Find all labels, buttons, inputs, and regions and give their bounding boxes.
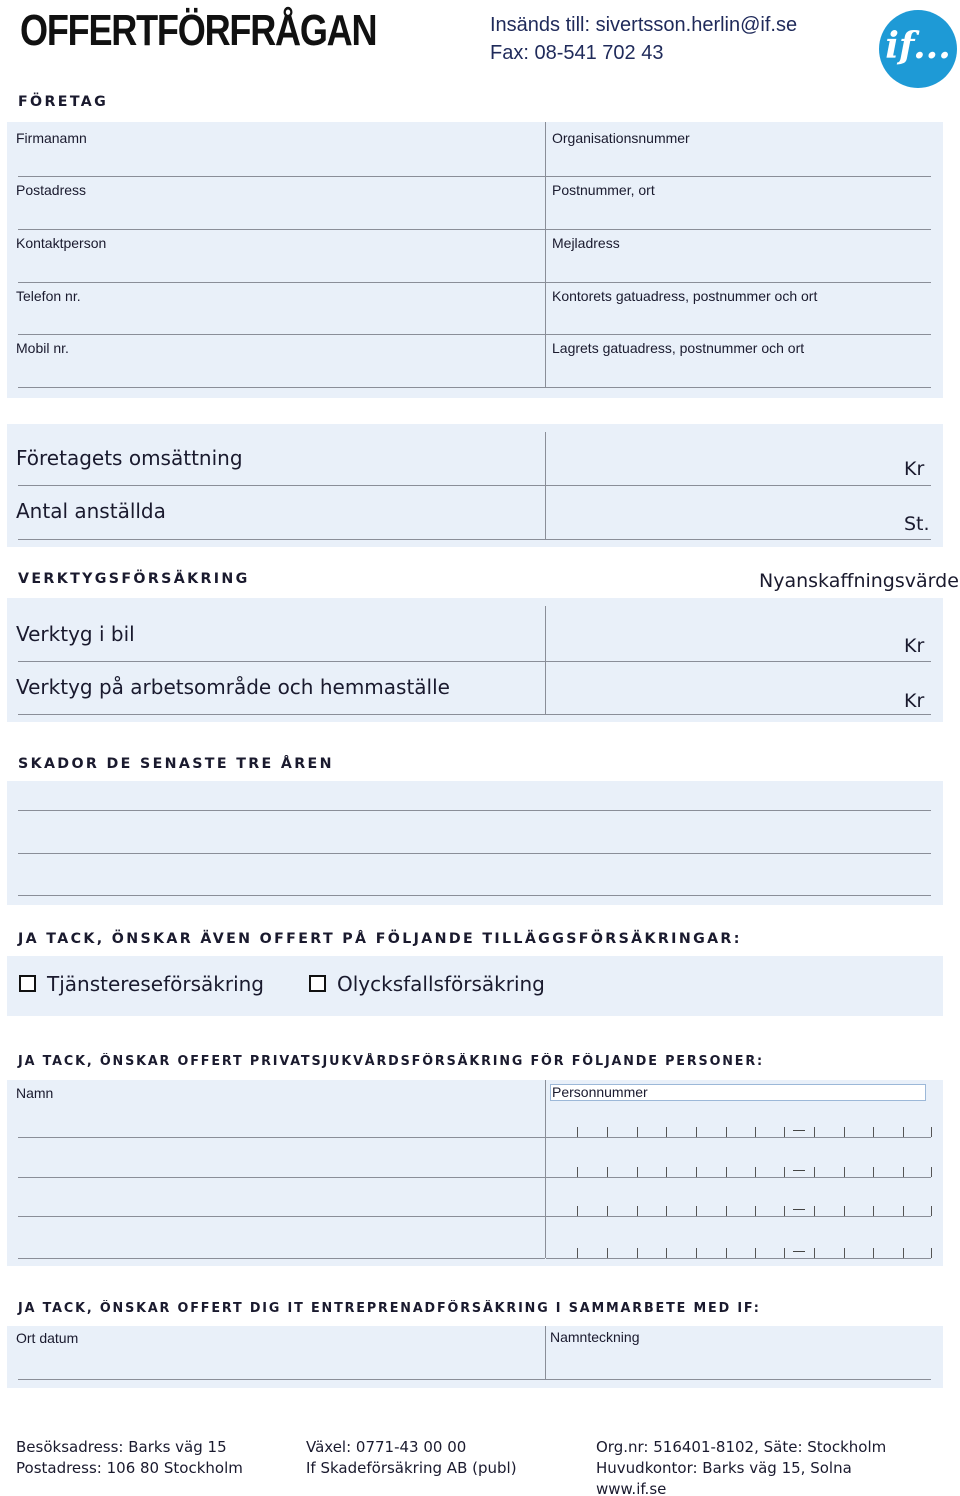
personnummer-digit-tick <box>577 1206 578 1216</box>
person-name-line[interactable] <box>18 1177 545 1178</box>
personnummer-separator-dash <box>793 1209 805 1210</box>
if-logo: if... <box>879 10 957 88</box>
personnummer-digit-tick <box>607 1206 608 1216</box>
switchboard-phone: Växel: 0771-43 00 00 <box>306 1438 467 1456</box>
company-divider <box>545 122 546 388</box>
personnummer-digit-tick <box>814 1167 815 1177</box>
personnummer-digit-tick <box>903 1167 904 1177</box>
replacement-value-heading: Nyanskaffningsvärde <box>759 570 959 592</box>
firmanamn-field[interactable]: Firmanamn <box>16 130 87 146</box>
field-underline <box>18 714 931 715</box>
persons-panel <box>7 1080 943 1266</box>
website-link[interactable]: www.if.se <box>596 1480 667 1496</box>
personnummer-digit-tick <box>666 1248 667 1258</box>
personnummer-digit-tick <box>844 1206 845 1216</box>
personnummer-digit-tick <box>696 1167 697 1177</box>
checkbox-tjanstereseforsakring[interactable] <box>19 975 36 992</box>
postadress-field[interactable]: Postadress <box>16 182 87 198</box>
personnummer-separator-dash <box>793 1170 805 1171</box>
olycksfallsforsakring-label: Olycksfallsförsäkring <box>337 972 545 996</box>
tjanstereseforsakring-label: Tjänstereseförsäkring <box>47 972 264 996</box>
mejladress-field[interactable]: Mejladress <box>552 235 620 251</box>
personnummer-digit-tick <box>637 1248 638 1258</box>
personnummer-digit-tick <box>873 1127 874 1137</box>
personnummer-digit-tick <box>607 1167 608 1177</box>
personnummer-digit-tick <box>726 1248 727 1258</box>
personnummer-digit-tick <box>814 1206 815 1216</box>
footer-contact <box>306 1437 517 1479</box>
personnummer-digit-tick <box>903 1127 904 1137</box>
field-underline <box>18 1379 931 1380</box>
signature-field[interactable]: Namnteckning <box>550 1329 640 1345</box>
lager-adress-field[interactable]: Lagrets gatuadress, postnummer och ort <box>552 340 805 356</box>
tools-in-car-unit: Kr <box>904 635 925 657</box>
claims-line-3[interactable] <box>18 895 931 896</box>
personnummer-digit-tick <box>755 1167 756 1177</box>
personnummer-digit-tick <box>637 1167 638 1177</box>
turnover-unit: Kr <box>904 458 925 480</box>
personnummer-digit-tick <box>726 1206 727 1216</box>
personnummer-line[interactable] <box>546 1216 931 1217</box>
personnummer-digit-tick <box>784 1206 785 1216</box>
field-underline <box>18 387 931 388</box>
personnummer-digit-tick <box>577 1167 578 1177</box>
claims-line-2[interactable] <box>18 853 931 854</box>
personnummer-digit-tick <box>784 1127 785 1137</box>
personnummer-line[interactable] <box>546 1137 931 1138</box>
tools-at-site-label: Verktyg på arbetsområde och hemmaställe <box>16 675 450 699</box>
personnummer-digit-tick <box>696 1248 697 1258</box>
personnummer-digit-tick <box>814 1248 815 1258</box>
field-underline <box>18 282 931 283</box>
personnummer-digit-tick <box>637 1206 638 1216</box>
persons-divider <box>545 1080 546 1258</box>
personnummer-digit-tick <box>666 1127 667 1137</box>
turnover-input[interactable] <box>546 436 931 484</box>
personnummer-digit-tick <box>577 1248 578 1258</box>
personnummer-column-label: Personnummer <box>552 1084 648 1100</box>
fax-number: Fax: 08-541 702 43 <box>490 42 664 64</box>
section-heading-skador: SKADOR DE SENASTE TRE ÅREN <box>18 756 334 772</box>
company-panel <box>7 122 943 398</box>
personnummer-line[interactable] <box>546 1177 931 1178</box>
personnummer-digit-tick <box>726 1167 727 1177</box>
personnummer-digit-tick <box>873 1248 874 1258</box>
personnummer-digit-tick <box>844 1127 845 1137</box>
checkbox-olycksfallsforsakring[interactable] <box>309 975 326 992</box>
personnummer-digit-tick <box>666 1167 667 1177</box>
personnummer-digit-tick <box>931 1248 932 1258</box>
section-heading-tillagg: JA TACK, ÖNSKAR ÄVEN OFFERT PÅ FÖLJANDE TILLÄGGSFÖRSÄKRINGAR: <box>18 931 742 947</box>
postnummer-ort-field[interactable]: Postnummer, ort <box>552 182 655 198</box>
turnover-label: Företagets omsättning <box>16 446 243 470</box>
section-heading-verktyg: VERKTYGSFÖRSÄKRING <box>18 571 250 587</box>
employees-input[interactable] <box>546 489 931 537</box>
personnummer-digit-tick <box>577 1127 578 1137</box>
personnummer-digit-tick <box>931 1167 932 1177</box>
kontor-adress-field[interactable]: Kontorets gatuadress, postnummer och ort <box>552 288 818 304</box>
personnummer-digit-tick <box>844 1248 845 1258</box>
form-title: OFFERTFÖRFRÅGAN <box>20 6 377 55</box>
field-underline <box>18 539 931 540</box>
field-underline <box>18 229 931 230</box>
tools-at-site-unit: Kr <box>904 690 925 712</box>
personnummer-digit-tick <box>784 1248 785 1258</box>
tools-at-site-input[interactable] <box>546 664 931 713</box>
personnummer-digit-tick <box>637 1127 638 1137</box>
tools-in-car-input[interactable] <box>546 610 931 660</box>
employees-label: Antal anställda <box>16 499 166 523</box>
personnummer-digit-tick <box>726 1127 727 1137</box>
telefon-field[interactable]: Telefon nr. <box>16 288 81 304</box>
personnummer-digit-tick <box>607 1127 608 1137</box>
footer-address <box>16 1437 243 1479</box>
section-heading-foretag: FÖRETAG <box>18 94 109 110</box>
personnummer-digit-tick <box>607 1248 608 1258</box>
field-underline <box>18 485 931 486</box>
personnummer-digit-tick <box>696 1206 697 1216</box>
company-name: If Skadeförsäkring AB (publ) <box>306 1459 517 1477</box>
personnummer-digit-tick <box>755 1206 756 1216</box>
name-column-label: Namn <box>16 1085 54 1101</box>
personnummer-digit-tick <box>931 1206 932 1216</box>
visit-address: Besöksadress: Barks väg 15 <box>16 1438 227 1456</box>
claims-panel <box>7 781 943 905</box>
personnummer-digit-tick <box>755 1248 756 1258</box>
field-underline <box>18 334 931 335</box>
send-to-email: Insänds till: sivertsson.herlin@if.se <box>490 14 798 36</box>
person-name-line[interactable] <box>18 1137 545 1138</box>
section-heading-entreprenad: JA TACK, ÖNSKAR OFFERT DIG IT ENTREPRENADFÖRSÄKRING I SAMMARBETE MED IF: <box>18 1301 761 1316</box>
footer-corporate <box>596 1437 886 1496</box>
personnummer-digit-tick <box>666 1206 667 1216</box>
claims-line-1[interactable] <box>18 810 931 811</box>
place-date-field[interactable]: Ort datum <box>16 1330 79 1346</box>
section-heading-sjukvard: JA TACK, ÖNSKAR OFFERT PRIVATSJUKVÅRDSFÖRSÄKRING FÖR FÖLJANDE PERSONER: <box>18 1054 764 1069</box>
personnummer-separator-dash <box>793 1251 805 1252</box>
postal-address: Postadress: 106 80 Stockholm <box>16 1459 243 1477</box>
employees-unit: St. <box>904 513 930 535</box>
personnummer-line[interactable] <box>546 1258 931 1259</box>
tools-in-car-label: Verktyg i bil <box>16 622 135 646</box>
personnummer-digit-tick <box>873 1167 874 1177</box>
personnummer-digit-tick <box>873 1206 874 1216</box>
signature-divider <box>545 1326 546 1380</box>
personnummer-digit-tick <box>931 1127 932 1137</box>
personnummer-digit-tick <box>755 1127 756 1137</box>
person-name-line[interactable] <box>18 1216 545 1217</box>
personnummer-digit-tick <box>903 1248 904 1258</box>
mobil-field[interactable]: Mobil nr. <box>16 340 69 356</box>
org-number: Org.nr: 516401-8102, Säte: Stockholm <box>596 1438 887 1456</box>
personnummer-separator-dash <box>793 1130 805 1131</box>
personnummer-digit-tick <box>814 1127 815 1137</box>
kontaktperson-field[interactable]: Kontaktperson <box>16 235 107 251</box>
personnummer-digit-tick <box>903 1206 904 1216</box>
personnummer-digit-tick <box>696 1127 697 1137</box>
field-underline <box>18 176 931 177</box>
organisationsnummer-field[interactable]: Organisationsnummer <box>552 130 690 146</box>
person-name-line[interactable] <box>18 1258 545 1259</box>
headquarters: Huvudkontor: Barks väg 15, Solna <box>596 1459 852 1477</box>
field-underline <box>18 661 931 662</box>
personnummer-digit-tick <box>844 1167 845 1177</box>
personnummer-digit-tick <box>784 1167 785 1177</box>
